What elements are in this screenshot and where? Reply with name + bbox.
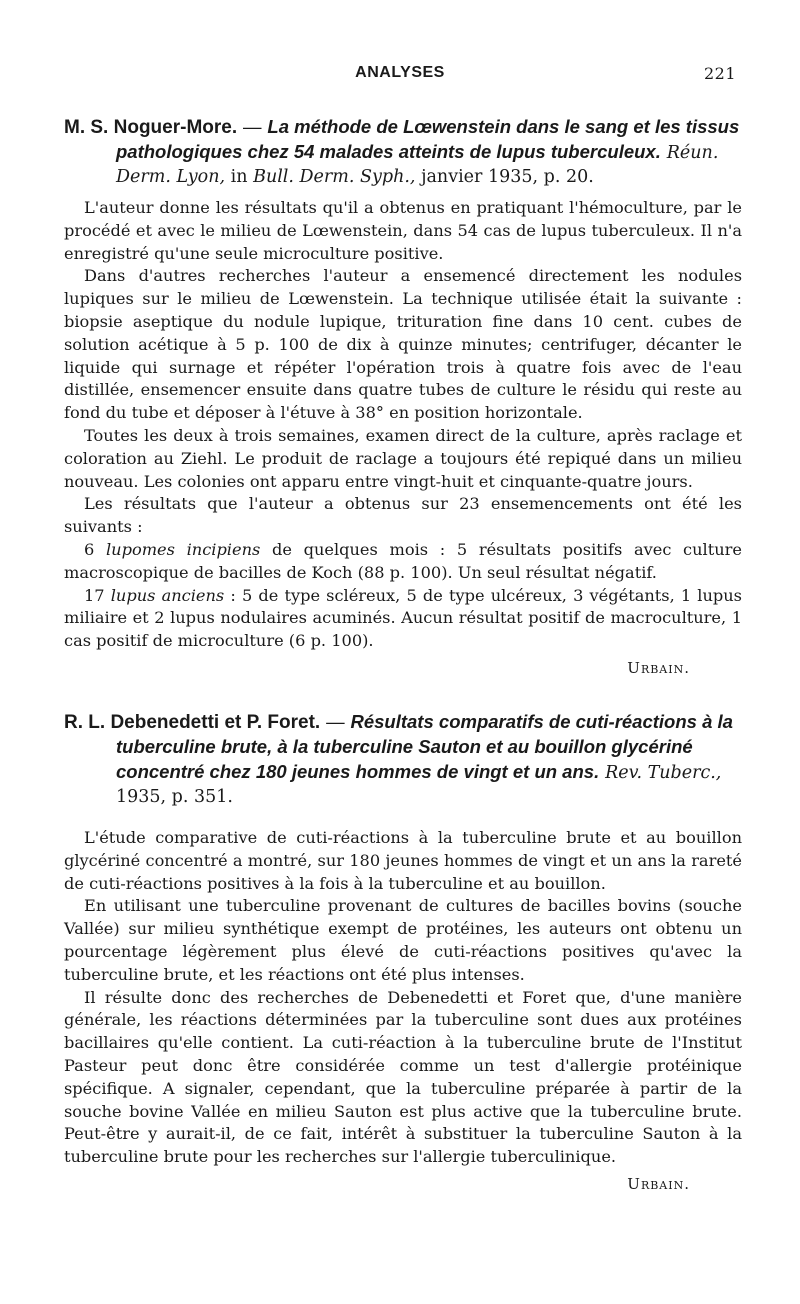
reviewer-signature: Urbain. xyxy=(627,658,690,677)
paragraph: En utilisant une tuberculine provenant de cultures de bacilles bovins (souche Vallée) sur milieu synthétique exempt de protéines, les auteurs ont obtenu un pourcentage légèrement plus élevé de cuti-réactions positives qu'avec la tuberculine brute, et les réactions ont été plus intenses. xyxy=(64,896,742,984)
paragraph: Les résultats que l'auteur a obtenus sur 23 ensemencements ont été les suivants : xyxy=(64,494,742,537)
paragraph: Toutes les deux à trois semaines, examen direct de la culture, après raclage et coloration au Ziehl. Le produit de raclage a toujours été repiqué dans un milieu nouveau. Les colonies ont apparu entre vingt-huit et cinquante-quatre jours. xyxy=(64,425,742,491)
heading-separator: — xyxy=(326,711,345,732)
paragraph-lupomes xyxy=(64,539,742,585)
paragraph: Il résulte donc des recherches de Debenedetti et Foret que, d'une manière générale, les réactions déterminées par la tuberculine sont dues aux protéines bacillaires qu'elle contient. La cuti-réaction à la tuberculine brute de l'Institut Pasteur peut donc être considérée comme un test d'allergie protéinique spécifique. A signaler, cependant, que la tuberculine préparée à partir de la souche bovine Vallée en milieu Sauton est plus active que la tuberculine brute. Peut-être y aurait-il, de ce fait, intérêt à substituer la tuberculine Sauton à la tuberculine brute pour les recherches sur l'allergie tuberculinique. xyxy=(64,987,742,1167)
paragraph-lupus-anciens xyxy=(64,585,742,653)
reference-journal: Réun. Derm. Lyon, xyxy=(116,143,719,187)
article-authors: M. S. Noguer-More. xyxy=(64,117,238,138)
case-count: 6 xyxy=(84,539,95,559)
article-noguer-more xyxy=(64,115,742,677)
case-details: de quelques mois : 5 résultats positifs avec culture macroscopique de bacilles de Koch (88 p. 100). Un seul résultat négatif. xyxy=(64,539,742,582)
reference-bulletin: Bull. Derm. Syph., xyxy=(253,167,416,187)
article-title: La méthode de Lœwenstein dans le sang et les tissus pathologiques chez 54 malades atteints de lupus tuberculeux. xyxy=(116,116,740,162)
reviewer-signature: Urbain. xyxy=(627,1174,690,1193)
paragraph: Dans d'autres recherches l'auteur a ensemencé directement les nodules lupiques sur le milieu de Lœwenstein. La technique utilisée était la suivante : biopsie aseptique du nodule lupique, trituration fine dans 10 cent. cubes de solution acétique à 5 p. 100 de dix à quinze minutes; centrifuger, décanter le liquide qui surnage et répéter l'opération trois à quatre fois avec de l'eau distillée, ensemencer ensuite dans quatre tubes de culture le résidu qui reste au fond du tube et déposer à l'étuve à 38° en position horizontale. xyxy=(64,266,742,423)
reference-journal: Rev. Tuberc., xyxy=(605,763,722,783)
running-head xyxy=(64,64,736,88)
case-count: 17 xyxy=(84,585,105,605)
reference-date: 1935, p. 351. xyxy=(116,787,233,807)
reference-in: in xyxy=(230,167,248,187)
paragraph: L'auteur donne les résultats qu'il a obtenus en pratiquant l'hémoculture, par le procédé et avec le milieu de Lœwenstein, dans 54 cas de lupus tuberculeux. Il n'a enregistré qu'une seule microculture positive. xyxy=(64,198,742,263)
article-body xyxy=(64,197,742,677)
case-term: lupus anciens xyxy=(110,585,225,605)
page-number: 221 xyxy=(703,64,736,83)
article-authors: R. L. Debenedetti et P. Foret. xyxy=(64,712,321,733)
case-details: : 5 de type scléreux, 5 de type ulcéreux, 3 végétants, 1 lupus miliaire et 2 lupus nodulaires acuminés. Aucun résultat positif de macroculture, 1 cas positif de microculture (6 p. 100). xyxy=(64,585,742,651)
paragraph: L'étude comparative de cuti-réactions à la tuberculine brute et au bouillon glycériné concentré a montré, sur 180 jeunes hommes de vingt et un ans la rareté de cuti-réactions positives à la fois à la tuberculine et au bouillon. xyxy=(64,828,742,893)
article-debenedetti-foret xyxy=(64,710,742,1193)
article-body xyxy=(64,827,742,1193)
article-heading xyxy=(64,115,742,189)
reference-date: janvier 1935, p. 20. xyxy=(421,167,594,187)
heading-separator: — xyxy=(243,116,262,137)
article-title: Résultats comparatifs de cuti-réactions à la tuberculine brute, à la tuberculine Sauton et au bouillon glycériné concentré chez 180 jeunes hommes de vingt et un ans. xyxy=(116,711,733,782)
article-heading xyxy=(64,710,742,809)
running-head-title: ANALYSES xyxy=(355,64,445,81)
case-term: lupomes incipiens xyxy=(105,539,261,559)
